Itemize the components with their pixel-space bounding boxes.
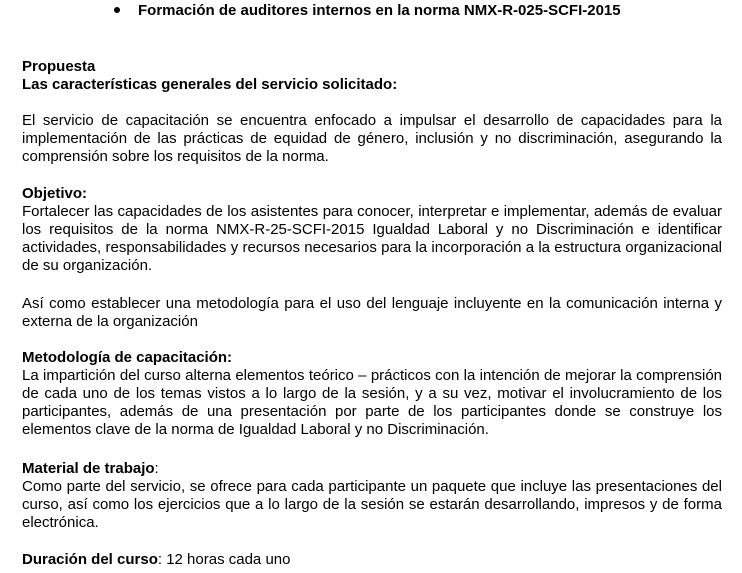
metodologia-title: Metodología de capacitación:: [22, 349, 233, 366]
propuesta-subtitle: Las características generales del servicio solicitado:: [22, 76, 398, 93]
material-section: [22, 460, 722, 532]
duracion-row: [22, 551, 722, 569]
bullet-item: [114, 2, 621, 20]
objetivo-section: [22, 185, 722, 275]
duracion-value: : 12 horas cada uno: [157, 551, 291, 568]
propuesta-body: [22, 112, 722, 166]
duracion-label: Duración del curso: [22, 551, 158, 568]
material-title: Material de trabajo: [22, 460, 155, 477]
metodologia-section: [22, 349, 722, 439]
propuesta-paragraph: El servicio de capacitación se encuentra enfocado a impulsar el desarrollo de capacidades para la implementación de las prácticas de equidad de género, inclusión y no discriminación, asegurando la comprensión sobre los requisitos de la norma.: [22, 112, 722, 165]
material-title-colon: :: [154, 460, 159, 477]
objetivo-paragraph: Fortalecer las capacidades de los asistentes para conocer, interpretar e implementar, además de evaluar los requisitos de la norma NMX-R-25-SCFI-2015 Igualdad Laboral y no Discriminación e identificar actividades, responsabilidades y recursos necesarios para la incorporación a la estructura organizacional de su organización.: [22, 203, 722, 274]
objetivo-title: Objetivo:: [22, 185, 88, 202]
metodologia-paragraph: La impartición del curso alterna elementos teórico – prácticos con la intención de mejorar la comprensión de cada uno de los temas vistos a lo largo de la sesión, y a su vez, motivar el involucramiento de los participantes, además de una presentación por parte de los participantes donde se construye los elementos clave de la norma de Igualdad Laboral y no Discriminación.: [22, 367, 722, 438]
objetivo-extra: [22, 295, 722, 331]
propuesta-title: Propuesta: [22, 58, 96, 75]
propuesta-section: [22, 58, 722, 94]
material-title-row: [22, 460, 722, 478]
material-paragraph: Como parte del servicio, se ofrece para cada participante un paquete que incluye las presentaciones del curso, así como los ejercicios que a lo largo de la sesión se estarán desarrollando, impresos y de forma electrónica.: [22, 478, 722, 531]
objetivo-paragraph-2: Así como establecer una metodología para el uso del lenguaje incluyente en la comunicación interna y externa de la organización: [22, 295, 722, 330]
duracion-line: [22, 551, 722, 569]
bullet-text: Formación de auditores internos en la norma NMX-R-025-SCFI-2015: [138, 2, 621, 19]
bullet-dot-icon: [114, 7, 120, 13]
